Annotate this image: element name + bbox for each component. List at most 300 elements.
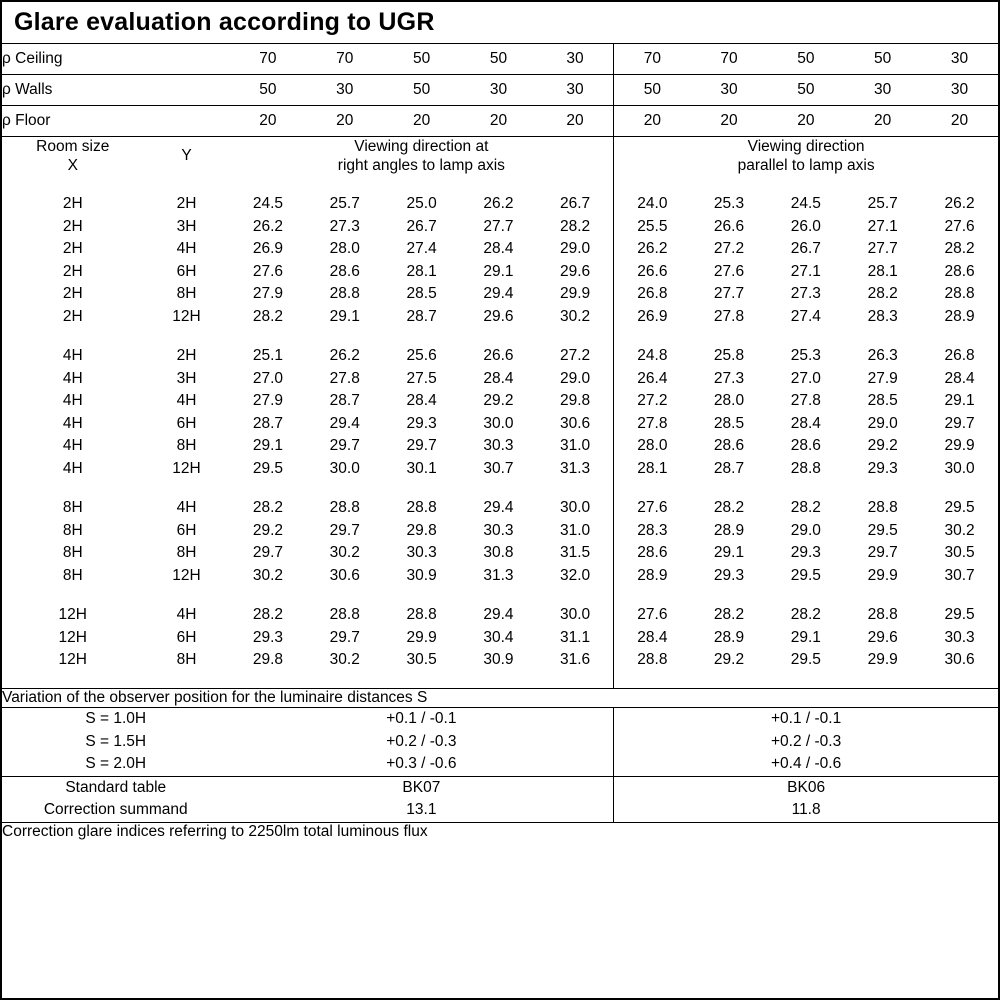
cell: 28.2 (252, 499, 283, 516)
row-y: 2H (176, 347, 197, 364)
spacer-cell (614, 176, 691, 193)
cell: 28.1 (406, 262, 437, 280)
row-y: 4H (176, 499, 197, 516)
row-y: 6H (176, 628, 197, 646)
table-row (2, 564, 998, 587)
cell: 29.4 (483, 606, 514, 623)
table-row (2, 390, 998, 413)
row-y: 8H (176, 285, 197, 302)
cell: 29.5 (790, 566, 821, 584)
row-x: 8H (62, 544, 83, 561)
standard-table-value: BK07 (402, 778, 441, 796)
cell: 20 (230, 106, 307, 137)
cell: 29.0 (867, 414, 898, 432)
cell: 30 (921, 75, 998, 106)
cell: 29.1 (944, 392, 975, 409)
cell: 26.8 (944, 347, 975, 364)
cell: 27.1 (867, 217, 898, 235)
cell: 27.9 (252, 285, 283, 302)
cell: 28.4 (483, 369, 514, 387)
row-x: 8H (62, 566, 83, 584)
cell: 26.6 (483, 347, 514, 364)
cell: 29.7 (944, 414, 975, 432)
row-y: 6H (176, 521, 197, 539)
cell: 31.1 (559, 628, 591, 646)
cell: 27.8 (790, 392, 821, 409)
table-row (2, 193, 998, 216)
cell: 30.0 (559, 499, 591, 516)
cell: 27.6 (614, 604, 691, 627)
spacer-cell (537, 328, 614, 345)
cell: 30.0 (483, 414, 514, 432)
row-x: 4H (62, 459, 83, 477)
cell: 27.4 (406, 240, 437, 257)
room-size-title: Room size (36, 138, 110, 155)
spacer-cell (767, 587, 844, 604)
row-x: 4H (62, 369, 83, 387)
cell: 28.4 (944, 369, 975, 387)
table-row (2, 542, 998, 565)
cell: 27.4 (790, 307, 821, 325)
spacer-cell (537, 671, 614, 689)
footer-note: Correction glare indices referring to 2250lm total luminous flux (2, 822, 998, 841)
row-y: 8H (176, 544, 197, 561)
table-row (2, 367, 998, 390)
spacer-cell (460, 671, 537, 689)
spacer-cell (2, 480, 144, 497)
table-row (2, 457, 998, 480)
cell: 29.6 (867, 628, 898, 646)
spacer-cell (306, 176, 383, 193)
cell: 28.1 (867, 262, 898, 280)
footer-note-row (2, 822, 998, 841)
cell: 28.5 (867, 392, 898, 409)
cell: 28.2 (790, 499, 821, 516)
row-x: 2H (62, 307, 83, 325)
row-y: 12H (172, 566, 201, 584)
cell: 26.9 (252, 240, 283, 257)
variation-value: +0.3 / -0.6 (386, 755, 457, 773)
cell: 28.6 (944, 262, 975, 280)
cell: 26.6 (614, 260, 691, 283)
spacer-cell (614, 587, 691, 604)
cell: 26.3 (867, 347, 898, 364)
cell: 28.8 (406, 499, 437, 516)
spacer-cell (460, 480, 537, 497)
row-x: 2H (62, 217, 83, 235)
cell: 30 (691, 75, 768, 106)
spacer-cell (844, 480, 921, 497)
cell: 29.1 (483, 262, 514, 280)
cell: 29.4 (483, 285, 514, 302)
cell: 25.7 (329, 195, 360, 212)
cell: 26.2 (944, 195, 975, 212)
variation-value: +0.1 / -0.1 (386, 710, 457, 728)
viewing-direction-perpendicular (230, 137, 614, 176)
room-size-header (2, 137, 144, 176)
vd-par-line1: Viewing direction (747, 138, 865, 155)
cell: 27.0 (790, 369, 821, 387)
spacer-cell (691, 587, 768, 604)
cell: 30.3 (483, 437, 514, 454)
cell: 30.7 (944, 566, 975, 584)
row-y: 6H (176, 262, 197, 280)
cell: 29.0 (790, 521, 821, 539)
row-y: 8H (176, 651, 197, 668)
row-label-walls: ρ Walls (2, 75, 230, 106)
standard-table-value: BK06 (787, 778, 826, 796)
cell: 29.6 (483, 307, 514, 325)
spacer-cell (537, 480, 614, 497)
spacer-cell (230, 587, 307, 604)
cell: 27.6 (944, 217, 975, 235)
cell: 28.2 (252, 606, 283, 623)
spacer-cell (144, 176, 230, 193)
row-x: 8H (62, 521, 83, 539)
cell: 30.3 (483, 521, 514, 539)
row-x: 12H (58, 606, 87, 623)
row-y: 2H (176, 195, 197, 212)
cell: 25.7 (867, 195, 898, 212)
spacer-cell (383, 176, 460, 193)
variation-value: +0.2 / -0.3 (770, 732, 842, 750)
variation-label: S = 2.0H (85, 755, 147, 773)
cell: 28.8 (944, 285, 975, 302)
cell: 28.6 (614, 542, 691, 565)
cell: 30.9 (483, 651, 514, 668)
spacer-cell (614, 671, 691, 689)
cell: 28.2 (790, 606, 821, 623)
correction-summand-value: 11.8 (791, 801, 821, 819)
vd-par-line2: parallel to lamp axis (737, 157, 875, 175)
spacer-row (2, 328, 998, 345)
spacer-cell (844, 328, 921, 345)
spacer-cell (230, 671, 307, 689)
spacer-cell (460, 176, 537, 193)
cell: 20 (614, 106, 691, 137)
cell: 28.0 (329, 240, 360, 257)
cell: 29.5 (252, 459, 283, 477)
cell: 30.2 (559, 307, 591, 325)
table-row (2, 412, 998, 435)
cell: 27.8 (713, 307, 745, 325)
cell: 26.2 (614, 238, 691, 261)
cell: 31.0 (559, 521, 591, 539)
cell: 31.0 (559, 437, 591, 454)
vd-perp-line2: right angles to lamp axis (337, 157, 505, 175)
cell: 30.9 (406, 566, 437, 584)
spacer-cell (767, 671, 844, 689)
cell: 70 (691, 44, 768, 75)
variation-values-perpendicular (230, 708, 614, 776)
cell: 28.7 (713, 459, 745, 477)
cell: 28.6 (329, 262, 360, 280)
spacer-cell (2, 328, 144, 345)
cell: 31.3 (559, 459, 591, 477)
cell: 50 (460, 44, 537, 75)
cell: 28.9 (713, 521, 745, 539)
cell: 29.1 (252, 437, 283, 454)
variation-row (2, 708, 998, 776)
page-title: Glare evaluation according to UGR (14, 8, 435, 36)
row-x: 12H (58, 651, 87, 668)
spacer-cell (144, 587, 230, 604)
cell: 28.7 (406, 307, 437, 325)
table-row (2, 519, 998, 542)
cell: 27.8 (614, 412, 691, 435)
table-row (2, 435, 998, 458)
cell: 30 (537, 44, 614, 75)
cell: 30 (921, 44, 998, 75)
row-x: 4H (62, 347, 83, 364)
cell: 26.7 (559, 195, 591, 212)
room-size-y: Y (144, 137, 230, 176)
spacer-cell (230, 480, 307, 497)
cell: 28.9 (944, 307, 975, 325)
table-row (2, 305, 998, 328)
cell: 70 (230, 44, 307, 75)
spacer-cell (844, 671, 921, 689)
cell: 27.0 (252, 369, 283, 387)
cell: 28.2 (559, 217, 591, 235)
cell: 27.3 (790, 285, 821, 302)
cell: 50 (383, 44, 460, 75)
spacer-row (2, 587, 998, 604)
spacer-cell (844, 176, 921, 193)
cell: 70 (614, 44, 691, 75)
spacer-cell (844, 587, 921, 604)
cell: 26.6 (713, 217, 745, 235)
cell: 28.8 (406, 606, 437, 623)
cell: 30.6 (329, 566, 360, 584)
cell: 24.5 (252, 195, 283, 212)
cell: 29.3 (406, 414, 437, 432)
variation-value: +0.1 / -0.1 (770, 710, 842, 728)
cell: 27.6 (614, 497, 691, 520)
spacer-cell (691, 328, 768, 345)
row-y: 6H (176, 414, 197, 432)
cell: 30.3 (944, 628, 975, 646)
spacer-cell (383, 671, 460, 689)
cell: 25.0 (406, 195, 437, 212)
cell: 28.8 (329, 285, 360, 302)
spacer-cell (614, 480, 691, 497)
row-x: 4H (62, 414, 83, 432)
cell: 50 (230, 75, 307, 106)
spacer-cell (144, 480, 230, 497)
table-row (2, 649, 998, 672)
row-label-floor: ρ Floor (2, 106, 230, 137)
cell: 30.2 (329, 651, 360, 668)
cell: 70 (306, 44, 383, 75)
spacer-cell (144, 671, 230, 689)
spacer-cell (691, 176, 768, 193)
cell: 28.8 (614, 649, 691, 672)
cell: 20 (691, 106, 768, 137)
row-x: 4H (62, 437, 83, 454)
cell: 27.3 (329, 217, 360, 235)
cell: 30.2 (944, 521, 975, 539)
cell: 26.2 (483, 195, 514, 212)
cell: 28.8 (867, 606, 898, 623)
cell: 28.9 (713, 628, 745, 646)
variation-note: Variation of the observer position for the luminaire distances S (2, 689, 998, 708)
cell: 30.0 (944, 459, 975, 477)
cell: 30 (844, 75, 921, 106)
cell: 20 (460, 106, 537, 137)
cell: 28.8 (329, 499, 360, 516)
cell: 30.3 (406, 544, 437, 561)
row-x: 2H (62, 262, 83, 280)
cell: 30.1 (406, 459, 437, 477)
cell: 30.7 (483, 459, 514, 477)
row-x: 4H (62, 392, 83, 409)
cell: 20 (767, 106, 844, 137)
cell: 28.8 (329, 606, 360, 623)
table-row-walls (2, 75, 998, 106)
cell: 30.4 (483, 628, 514, 646)
spacer-cell (230, 176, 307, 193)
cell: 27.9 (867, 369, 898, 387)
cell: 29.7 (329, 521, 360, 539)
spacer-cell (383, 480, 460, 497)
cell: 27.6 (713, 262, 745, 280)
spacer-cell (767, 176, 844, 193)
cell: 28.2 (713, 606, 745, 623)
cell: 50 (767, 44, 844, 75)
cell: 30.0 (559, 606, 591, 623)
table-row (2, 497, 998, 520)
cell: 28.1 (614, 457, 691, 480)
cell: 30.8 (483, 544, 514, 561)
cell: 28.4 (790, 414, 821, 432)
cell: 24.0 (614, 193, 691, 216)
cell: 20 (844, 106, 921, 137)
cell: 29.6 (559, 262, 591, 280)
cell: 30.0 (329, 459, 360, 477)
cell: 29.5 (790, 651, 821, 668)
row-x: 2H (62, 285, 83, 302)
cell: 20 (537, 106, 614, 137)
cell: 20 (306, 106, 383, 137)
cell: 29.9 (559, 285, 591, 302)
cell: 29.1 (329, 307, 360, 325)
cell: 27.6 (252, 262, 283, 280)
spacer-cell (2, 176, 144, 193)
cell: 29.1 (790, 628, 821, 646)
spacer-cell (921, 328, 998, 345)
cell: 28.9 (614, 564, 691, 587)
cell: 29.9 (406, 628, 437, 646)
cell: 26.9 (614, 305, 691, 328)
cell: 29.2 (867, 437, 898, 454)
cell: 25.1 (252, 347, 283, 364)
cell: 29.8 (252, 651, 283, 668)
cell: 30.2 (252, 566, 283, 584)
cell: 28.0 (614, 435, 691, 458)
variation-labels (2, 708, 230, 776)
cell: 29.3 (790, 544, 821, 561)
spacer-row (2, 176, 998, 193)
spacer-cell (767, 480, 844, 497)
cell: 27.7 (713, 285, 745, 302)
cell: 27.3 (713, 369, 745, 387)
cell: 29.7 (329, 437, 360, 454)
row-y: 4H (176, 392, 197, 409)
cell: 26.2 (252, 217, 283, 235)
cell: 31.5 (559, 544, 591, 561)
cell: 30.6 (944, 651, 975, 668)
spacer-cell (306, 587, 383, 604)
standard-table-row (2, 776, 998, 822)
cell: 29.9 (867, 566, 898, 584)
cell: 29.0 (559, 240, 591, 257)
table-row (2, 283, 998, 306)
cell: 29.7 (867, 544, 898, 561)
cell: 27.9 (252, 392, 283, 409)
row-x: 2H (62, 240, 83, 257)
cell: 31.3 (483, 566, 514, 584)
cell: 28.2 (713, 499, 745, 516)
cell: 25.8 (713, 347, 745, 364)
cell: 28.2 (944, 240, 975, 257)
cell: 29.2 (483, 392, 514, 409)
table-row (2, 604, 998, 627)
cell: 20 (921, 106, 998, 137)
cell: 25.6 (406, 347, 437, 364)
cell: 30.5 (406, 651, 437, 668)
room-size-x: X (67, 157, 78, 175)
cell: 28.2 (867, 285, 898, 302)
correction-summand-value: 13.1 (406, 801, 437, 819)
cell: 29.2 (252, 521, 283, 539)
spacer-cell (2, 671, 144, 689)
variation-value: +0.4 / -0.6 (770, 755, 842, 773)
cell: 26.7 (790, 240, 821, 257)
cell: 28.4 (406, 392, 437, 409)
row-y: 4H (176, 606, 197, 623)
cell: 29.9 (944, 437, 975, 454)
cell: 27.2 (713, 240, 745, 257)
row-y: 8H (176, 437, 197, 454)
cell: 26.7 (406, 217, 437, 235)
spacer-cell (460, 328, 537, 345)
cell: 28.7 (329, 392, 360, 409)
cell: 29.9 (867, 651, 898, 668)
cell: 29.7 (329, 628, 360, 646)
cell: 28.3 (614, 519, 691, 542)
cell: 30 (306, 75, 383, 106)
viewing-direction-parallel (614, 137, 998, 176)
standard-values-parallel (614, 776, 998, 822)
cell: 29.3 (713, 566, 745, 584)
row-x: 12H (58, 628, 87, 646)
spacer-cell (144, 328, 230, 345)
row-y: 12H (172, 459, 201, 477)
cell: 25.5 (614, 215, 691, 238)
cell: 29.0 (559, 369, 591, 387)
cell: 29.2 (713, 651, 745, 668)
spacer-row (2, 480, 998, 497)
row-y: 3H (176, 369, 197, 387)
cell: 50 (767, 75, 844, 106)
cell: 27.1 (790, 262, 821, 280)
cell: 25.3 (713, 195, 745, 212)
spacer-cell (230, 328, 307, 345)
cell: 50 (614, 75, 691, 106)
cell: 29.1 (713, 544, 745, 561)
cell: 28.6 (713, 437, 745, 454)
